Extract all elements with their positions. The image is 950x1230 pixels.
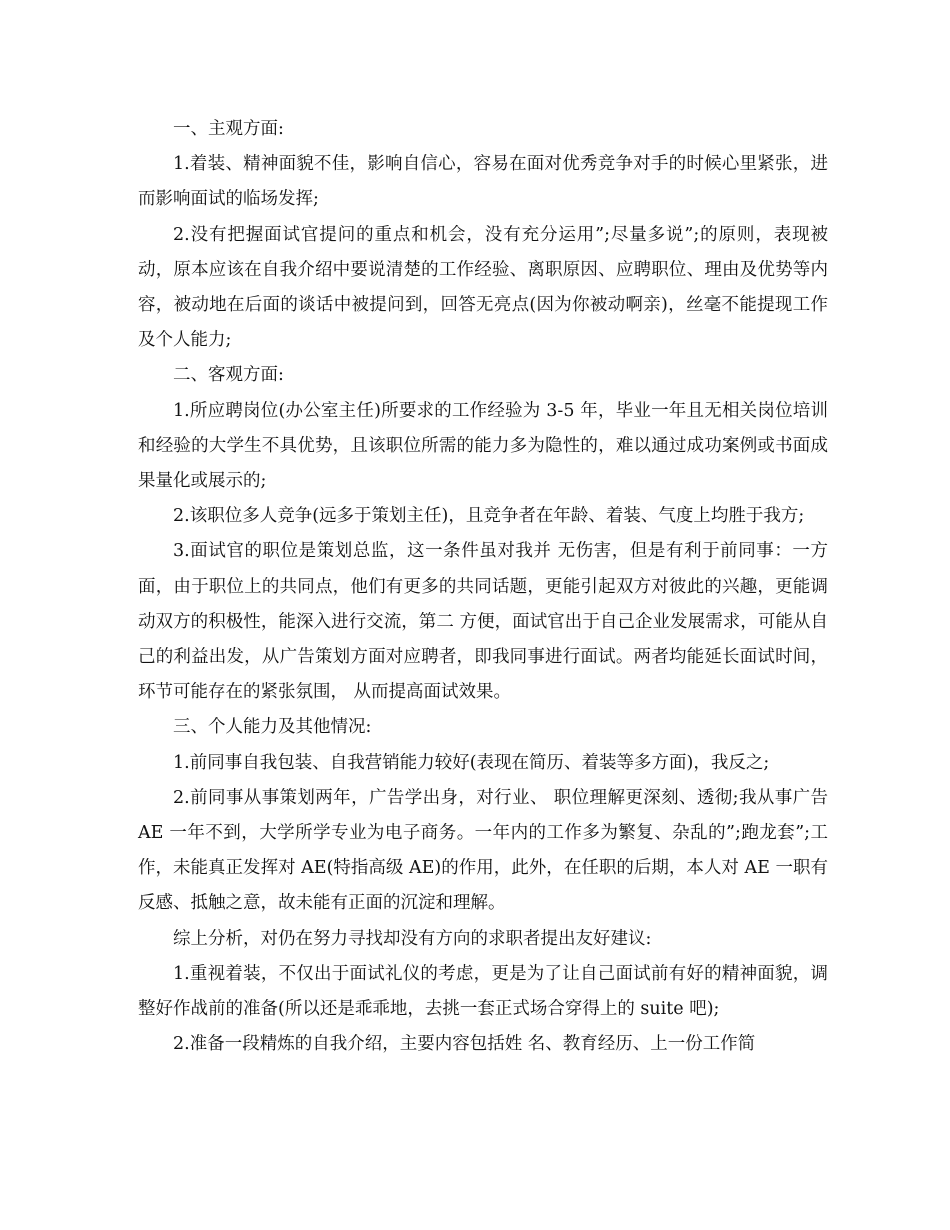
- paragraph: 1.前同事自我包装、自我营销能力较好(表现在简历、着装等多方面)，我反之;: [173, 752, 770, 773]
- summary-heading: 综上分析，对仍在努力寻找却没有方向的求职者提出友好建议:: [173, 928, 652, 949]
- paragraph: 2.该职位多人竞争(远多于策划主任)，且竞争者在年龄、着装、气度上均胜于我方;: [173, 506, 805, 527]
- document-body: [138, 112, 828, 1062]
- paragraph: 1.着装、精神面貌不佳，影响自信心，容易在面对优秀竞争对手的时候心里紧张，进而影响面试的临场发挥;: [138, 154, 828, 210]
- paragraph: 2.准备一段精炼的自我介绍，主要内容包括姓 名、教育经历、上一份工作简: [173, 1034, 756, 1055]
- paragraph: 2.没有把握面试官提问的重点和机会，没有充分运用”;尽量多说”;的原则，表现被动，原本应该在自我介绍中要说清楚的工作经验、离职原因、应聘职位、理由及优势等内容，被动地在后面的谈话中被提问到，回答无亮点(因为你被动啊亲)，丝毫不能提现工作及个人能力;: [138, 224, 828, 351]
- heading-subjective: 一、主观方面:: [173, 119, 284, 139]
- paragraph: 3.面试官的职位是策划总监，这一条件虽对我并 无伤害，但是有利于前同事：一方面，由于职位上的共同点，他们有更多的共同话题，更能引起双方对彼此的兴趣，更能调动双方的积极性，能深入进行交流，第二 方便，面试官出于自己企业发展需求，可能从自己的利益出发，从广告策划方面对应聘者，即我同事进行面试。两者均能延长面试时间，环节可能存在的紧张氛围， 从而提高面试效果。: [138, 541, 828, 703]
- paragraph: 2.前同事从事策划两年，广告学出身，对行业、 职位理解更深刻、透彻;我从事广告 AE 一年不到，大学所学专业为电子商务。一年内的工作多为繁复、杂乱的”;跑龙套”;工作，未能真正发挥对 AE(特指高级 AE)的作用，此外，在任职的后期，本人对 AE 一职有反感、抵触之意，故未能有正面的沉淀和理解。: [138, 787, 828, 914]
- paragraph: 1.重视着装，不仅出于面试礼仪的考虑，更是为了让自己面试前有好的精神面貌，调整好作战前的准备(所以还是乖乖地，去挑一套正式场合穿得上的 suite 吧);: [138, 963, 828, 1020]
- heading-objective: 二、客观方面:: [173, 365, 284, 386]
- heading-personal-ability: 三、个人能力及其他情况:: [173, 717, 372, 738]
- paragraph: 1.所应聘岗位(办公室主任)所要求的工作经验为 3-5 年，毕业一年且无相关岗位培训和经验的大学生不具优势，且该职位所需的能力多为隐性的，难以通过成功案例或书面成果量化或展示的;: [138, 400, 828, 492]
